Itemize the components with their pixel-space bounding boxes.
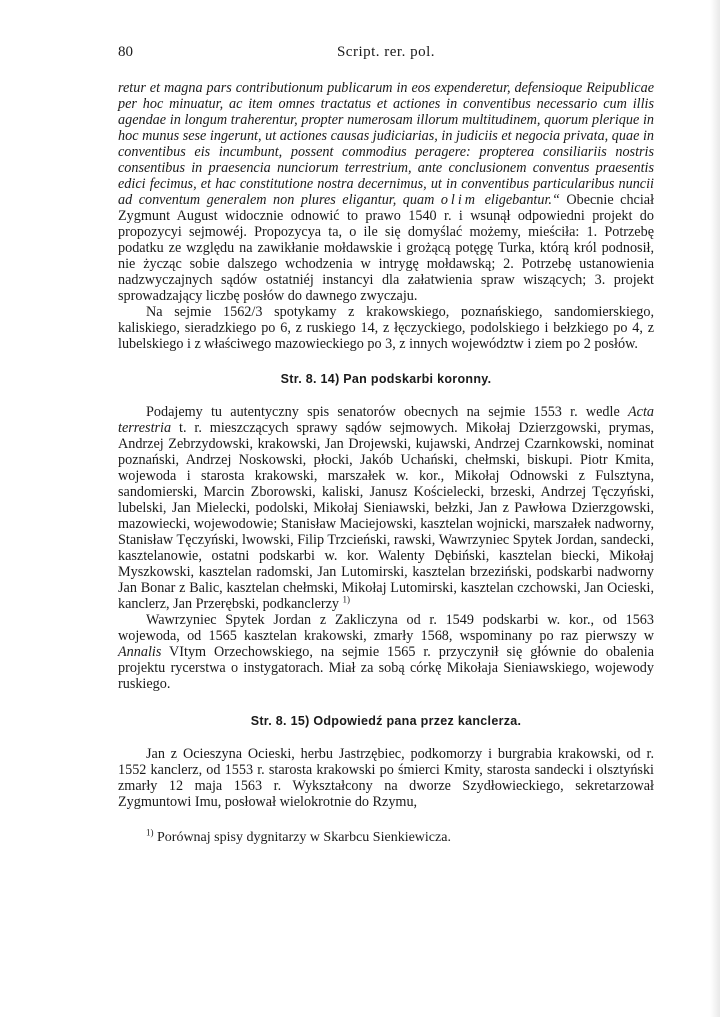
running-header [118,44,654,64]
latin-quote-end: eligebantur.“ [484,192,560,208]
paragraph-senators-list [118,404,654,612]
section-heading-odpowiedz: Str. 8. 15) Odpowiedź pana przez kanclerza. [250,714,522,728]
senators-list-text: t. r. mieszczących sprawy sądów sejmowych. Mikołaj Dzierzgowski, prymas, Andrzej Zebrzydowski, krakowski, Jan Drojewski, kujawski, Andrzej Czarnkowski, nominat poznański, Andrzej Noskowski, płocki, Jakób Uchański, chełmski, biskupi. Piotr Kmita, wojewoda i starosta krakowski, marszałek w. kor., Mikołaj Odnowski z Fulsztyna, sandomierski, Marcin Zborowski, kaliski, Janusz Kościelecki, brzeski, Andrzej Tęczyński, lubelski, Jan Mielecki, podolski, Mikołaj Sieniawski, bełzki, Jan z Pawłowa Dzierzgowski, mazowiecki, wojewodowie; Stanisław Maciejowski, kasztelan wojnicki, marszałek nadworny, Stanisław Tęczyński, lwowski, Filip Trzcieński, rawski, Wawrzyniec Spytek Jordan, sandecki, kasztelanowie, ostatni podskarbi w. kor. Walenty Dębiński, kasztelan biecki, Mikołaj Myszkowski, kasztelan radomski, Jan Lutomirski, kasztelan brzeziński, podskarbi nadworny Jan Bonar z Balic, kasztelan chełmski, Mikołaj Lutomirski, kasztelan czchowski, Jan Ocieski, kanclerz, Jan Przerębski, podkanclerzy [118,420,655,612]
footnote-reference: 1) [342,594,351,605]
running-title: Script. rer. pol. [336,44,436,60]
paragraph-latin-quote [118,80,654,304]
page-number: 80 [118,44,133,60]
footnote [118,827,654,846]
polish-commentary: Obecnie chciał Zygmunt August widocznie odnowić to prawo 1540 r. i wsunął odpowiedni projekt do propozycyi sejmowéj. Propozycya ta, o ile się domyślać możemy, mieściła: 1. Potrzebę podatku ze względu na zawikłanie mołdawskie i grożącą potęgę Turka, którą król podnosił, nie życząc sobie dalszego wchodzenia w intrygę mołdawską; 2. Potrzebę ustanowienia nadzwyczajnych sądów ostatniéj instancyi dla załatwienia spraw wiszących; 3. projekt sprowadzający liczbę posłów do dawnego zwyczaju. [118,192,655,304]
footnote-text: Porównaj spisy dygnitarzy w Skarbcu Sienkiewicza. [157,830,451,845]
spytek-text-b: VItym Orzechowskiego, na sejmie 1565 r. przyczynił się głównie do obalenia projektu rycerstwa o instygatorach. Miał za sobą córkę Mikołaja Sieniawskiego, wojewody ruskiego. [118,644,654,692]
latin-emphasis-olim: olim [440,192,479,208]
page-body [118,80,654,846]
latin-quote-text: retur et magna pars contributionum publicarum in eos expenderetur, defensioque Reipublicae per hoc minuatur, ac item omnes tractatus et actiones in conventibus necessario cum illis agendae in longum traherentur, propter numerosam illorum multitudinem, quorum plerique in hoc munus sese ingerunt, ut actiones causas judiciarias, in judiciis et negocia privata, quae in conventibus eis incumbunt, possent commodius peragere: propterea consiliariis nostris consentibus in praesencia nunciorum terrestrium, ante conclusionem conventus praesentis edici fecimus, et hac constitutione nostra decernimus, ut in conventibus particularibus nuncii ad conventum generalem non plures eligantur, quam [118,80,654,208]
paragraph-spytek-jordan [118,612,654,692]
paragraph-ocieski: Jan z Ocieszyna Ocieski, herbu Jastrzębiec, podkomorzy i burgrabia krakowski, od r. 1552 kanclerz, od 1553 r. starosta krakowski po śmierci Kmity, starosta sandecki i olsztyński zmarły 12 maja 1563 r. Wykształcony na dworze Szydłowieckiego, sekretarzował Zygmuntowi Imu, posłował wielokrotnie do Rzymu, [118,746,654,810]
footnote-mark: 1) [146,827,154,838]
acta-terrestria-title: Acta terrestria [118,404,655,436]
paragraph-sejm-1562: Na sejmie 1562/3 spotykamy z krakowskiego, poznańskiego, sandomierskiego, kaliskiego, sieradzkiego po 6, z ruskiego 14, z łęczyckiego, podolskiego i bełzkiego po 4, z lubelskiego i z właściwego mazowieckiego po 3, z innych województw i ziem po 2 posłów. [118,304,654,352]
annalis-title: Annalis [118,644,162,660]
page-edge-shadow [710,0,720,1017]
spytek-text-a: Wawrzyniec Spytek Jordan z Zakliczyna od r. 1549 podskarbi w. kor., od 1563 wojewoda, od 1565 kasztelan krakowski, zmarły 1568, wspominany po raz pierwszy w [118,612,654,644]
senators-intro: Podajemy tu autentyczny spis senatorów obecnych na sejmie 1553 r. wedle [146,404,620,420]
section-heading-podskarbi: Str. 8. 14) Pan podskarbi koronny. [280,372,492,386]
